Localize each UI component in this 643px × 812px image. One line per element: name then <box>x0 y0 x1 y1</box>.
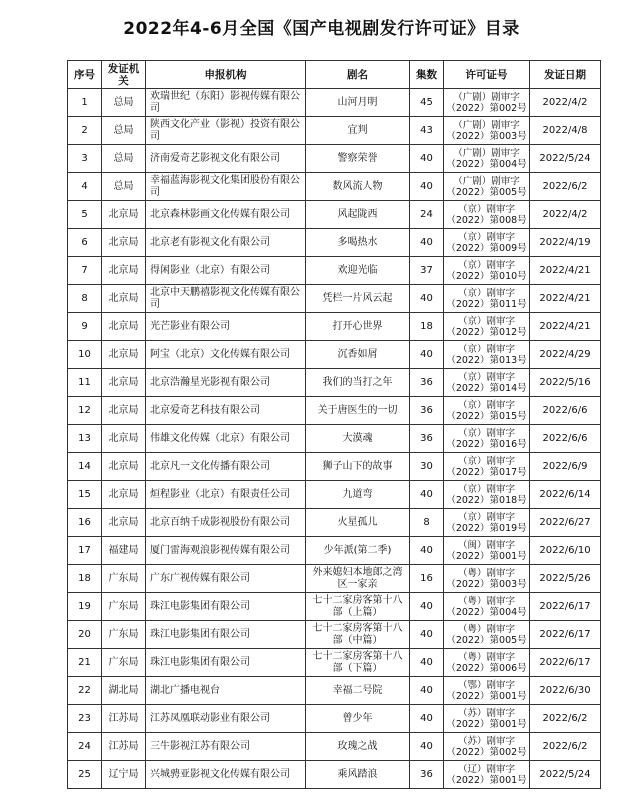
cell-org: 伟雄文化传媒（北京）有限公司 <box>146 425 306 453</box>
cell-org: 烜程影业（北京）有限责任公司 <box>146 481 306 509</box>
cell-no: 4 <box>68 173 102 201</box>
license-prefix: （粤）剧审字 <box>457 623 515 635</box>
cell-authority: 北京局 <box>102 509 146 537</box>
cell-date: 2022/6/2 <box>530 733 601 761</box>
license-number: （2022）第018号 <box>446 494 527 506</box>
license-number: （2022）第015号 <box>446 410 527 422</box>
license-prefix: （京）剧审字 <box>457 455 515 467</box>
cell-license <box>444 509 530 537</box>
table-row <box>68 593 601 621</box>
cell-title: 玫瑰之战 <box>306 733 410 761</box>
cell-date: 2022/6/14 <box>530 481 601 509</box>
table-row <box>68 313 601 341</box>
cell-date: 2022/5/26 <box>530 565 601 593</box>
cell-episodes: 18 <box>410 313 444 341</box>
cell-license <box>444 89 530 117</box>
cell-no: 22 <box>68 677 102 705</box>
cell-title: 七十二家房客第十八部（下篇） <box>306 649 410 677</box>
cell-license <box>444 537 530 565</box>
cell-org: 三牛影视江苏有限公司 <box>146 733 306 761</box>
license-prefix: （广剧）剧审字 <box>453 175 520 187</box>
cell-license <box>444 453 530 481</box>
cell-org: 兴城骋亚影视文化传媒有限公司 <box>146 761 306 789</box>
license-number: （2022）第005号 <box>446 634 527 646</box>
cell-authority: 广东局 <box>102 565 146 593</box>
cell-license <box>444 425 530 453</box>
cell-license <box>444 201 530 229</box>
cell-date: 2022/4/21 <box>530 257 601 285</box>
cell-org: 陕西文化产业（影视）投资有限公司 <box>146 117 306 145</box>
cell-title: 风起陇西 <box>306 201 410 229</box>
table-row <box>68 89 601 117</box>
header-authority: 发证机关 <box>102 61 146 89</box>
cell-no: 11 <box>68 369 102 397</box>
cell-license <box>444 313 530 341</box>
cell-no: 8 <box>68 285 102 313</box>
cell-title: 曾少年 <box>306 705 410 733</box>
cell-org: 光芒影业有限公司 <box>146 313 306 341</box>
cell-no: 17 <box>68 537 102 565</box>
cell-date: 2022/6/2 <box>530 705 601 733</box>
cell-episodes: 37 <box>410 257 444 285</box>
license-number: （2022）第001号 <box>446 718 527 730</box>
cell-date: 2022/6/30 <box>530 677 601 705</box>
cell-title: 沉香如屑 <box>306 341 410 369</box>
license-prefix: （京）剧审字 <box>457 343 515 355</box>
license-number: （2022）第012号 <box>446 326 527 338</box>
cell-no: 18 <box>68 565 102 593</box>
table-row <box>68 621 601 649</box>
cell-episodes: 40 <box>410 145 444 173</box>
cell-episodes: 43 <box>410 117 444 145</box>
cell-date: 2022/4/19 <box>530 229 601 257</box>
cell-authority: 北京局 <box>102 285 146 313</box>
cell-license <box>444 145 530 173</box>
license-number: （2022）第003号 <box>446 130 527 142</box>
cell-date: 2022/5/24 <box>530 145 601 173</box>
cell-episodes: 45 <box>410 89 444 117</box>
cell-episodes: 16 <box>410 565 444 593</box>
cell-license <box>444 733 530 761</box>
license-number: （2022）第009号 <box>446 242 527 254</box>
table-row <box>68 649 601 677</box>
cell-episodes: 40 <box>410 229 444 257</box>
cell-title: 关于唐医生的一切 <box>306 397 410 425</box>
license-number: （2022）第001号 <box>446 690 527 702</box>
cell-no: 12 <box>68 397 102 425</box>
cell-title: 我们的当打之年 <box>306 369 410 397</box>
cell-authority: 广东局 <box>102 649 146 677</box>
license-prefix: （京）剧审字 <box>457 371 515 383</box>
cell-org: 阿宝（北京）文化传媒有限公司 <box>146 341 306 369</box>
license-number: （2022）第008号 <box>446 214 527 226</box>
cell-date: 2022/4/21 <box>530 313 601 341</box>
cell-date: 2022/4/8 <box>530 117 601 145</box>
cell-authority: 北京局 <box>102 397 146 425</box>
cell-org: 江苏凤凰联动影业有限公司 <box>146 705 306 733</box>
cell-title: 宜判 <box>306 117 410 145</box>
cell-authority: 总局 <box>102 117 146 145</box>
cell-title: 外来媳妇本地郎之湾区一家亲 <box>306 565 410 593</box>
table-row <box>68 761 601 789</box>
cell-title: 大漠魂 <box>306 425 410 453</box>
license-prefix: （苏）剧审字 <box>457 735 515 747</box>
cell-authority: 广东局 <box>102 621 146 649</box>
license-prefix: （粤）剧审字 <box>457 651 515 663</box>
table-row <box>68 145 601 173</box>
header-org: 申报机构 <box>146 61 306 89</box>
license-number: （2022）第004号 <box>446 606 527 618</box>
cell-authority: 辽宁局 <box>102 761 146 789</box>
cell-no: 21 <box>68 649 102 677</box>
cell-no: 15 <box>68 481 102 509</box>
header-date: 发证日期 <box>530 61 601 89</box>
table-row <box>68 481 601 509</box>
cell-no: 6 <box>68 229 102 257</box>
license-number: （2022）第013号 <box>446 354 527 366</box>
cell-episodes: 40 <box>410 621 444 649</box>
cell-org: 厦门雷海观浪影视传媒有限公司 <box>146 537 306 565</box>
license-prefix: （京）剧审字 <box>457 511 515 523</box>
table-row <box>68 425 601 453</box>
license-table <box>67 60 601 789</box>
cell-episodes: 40 <box>410 173 444 201</box>
license-number: （2022）第010号 <box>446 270 527 282</box>
cell-authority: 总局 <box>102 89 146 117</box>
cell-date: 2022/6/10 <box>530 537 601 565</box>
cell-license <box>444 229 530 257</box>
cell-title: 警察荣誉 <box>306 145 410 173</box>
cell-date: 2022/6/27 <box>530 509 601 537</box>
table-row <box>68 117 601 145</box>
cell-date: 2022/6/2 <box>530 173 601 201</box>
cell-no: 2 <box>68 117 102 145</box>
cell-date: 2022/4/2 <box>530 201 601 229</box>
cell-date: 2022/4/29 <box>530 341 601 369</box>
table-row <box>68 453 601 481</box>
table-row <box>68 285 601 313</box>
table-row <box>68 229 601 257</box>
cell-license <box>444 397 530 425</box>
table-row <box>68 173 601 201</box>
license-prefix: （京）剧审字 <box>457 203 515 215</box>
cell-title: 九道弯 <box>306 481 410 509</box>
license-number: （2022）第019号 <box>446 522 527 534</box>
cell-authority: 福建局 <box>102 537 146 565</box>
license-number: （2022）第005号 <box>446 186 527 198</box>
header-no: 序号 <box>68 61 102 89</box>
cell-episodes: 36 <box>410 425 444 453</box>
table-row <box>68 201 601 229</box>
cell-episodes: 8 <box>410 509 444 537</box>
license-number: （2022）第004号 <box>446 158 527 170</box>
cell-org: 珠江电影集团有限公司 <box>146 649 306 677</box>
license-prefix: （京）剧审字 <box>457 231 515 243</box>
cell-title: 火星孤儿 <box>306 509 410 537</box>
cell-org: 北京百纳千成影视股份有限公司 <box>146 509 306 537</box>
license-number: （2022）第002号 <box>446 746 527 758</box>
cell-no: 9 <box>68 313 102 341</box>
cell-episodes: 40 <box>410 537 444 565</box>
license-prefix: （辽）剧审字 <box>457 763 515 775</box>
cell-title: 幸福二号院 <box>306 677 410 705</box>
cell-authority: 北京局 <box>102 201 146 229</box>
cell-episodes: 30 <box>410 453 444 481</box>
cell-episodes: 40 <box>410 677 444 705</box>
header-title: 剧名 <box>306 61 410 89</box>
page-title: 2022年4-6月全国《国产电视剧发行许可证》目录 <box>123 19 520 39</box>
cell-title: 数风流人物 <box>306 173 410 201</box>
cell-date: 2022/6/17 <box>530 593 601 621</box>
cell-no: 23 <box>68 705 102 733</box>
cell-org: 欢瑞世纪（东阳）影视传媒有限公司 <box>146 89 306 117</box>
cell-authority: 湖北局 <box>102 677 146 705</box>
table-row <box>68 397 601 425</box>
cell-org: 湖北广播电视台 <box>146 677 306 705</box>
table-row <box>68 733 601 761</box>
cell-license <box>444 285 530 313</box>
table-row <box>68 369 601 397</box>
cell-license <box>444 649 530 677</box>
cell-episodes: 40 <box>410 285 444 313</box>
cell-episodes: 36 <box>410 369 444 397</box>
cell-episodes: 36 <box>410 761 444 789</box>
cell-title: 山河月明 <box>306 89 410 117</box>
cell-license <box>444 257 530 285</box>
license-number: （2022）第001号 <box>446 774 527 786</box>
cell-license <box>444 761 530 789</box>
cell-no: 1 <box>68 89 102 117</box>
cell-date: 2022/4/2 <box>530 89 601 117</box>
license-prefix: （京）剧审字 <box>457 287 515 299</box>
cell-date: 2022/4/21 <box>530 285 601 313</box>
license-prefix: （京）剧审字 <box>457 399 515 411</box>
cell-authority: 北京局 <box>102 341 146 369</box>
cell-episodes: 40 <box>410 733 444 761</box>
cell-org: 北京森林影画文化传媒有限公司 <box>146 201 306 229</box>
cell-org: 珠江电影集团有限公司 <box>146 593 306 621</box>
cell-authority: 北京局 <box>102 481 146 509</box>
cell-authority: 江苏局 <box>102 733 146 761</box>
cell-no: 16 <box>68 509 102 537</box>
license-prefix: （京）剧审字 <box>457 259 515 271</box>
cell-authority: 北京局 <box>102 425 146 453</box>
cell-date: 2022/6/9 <box>530 453 601 481</box>
cell-org: 幸福蓝海影视文化集团股份有限公司 <box>146 173 306 201</box>
license-number: （2022）第002号 <box>446 102 527 114</box>
license-prefix: （京）剧审字 <box>457 427 515 439</box>
license-number: （2022）第001号 <box>446 550 527 562</box>
license-prefix: （京）剧审字 <box>457 483 515 495</box>
cell-license <box>444 705 530 733</box>
cell-no: 3 <box>68 145 102 173</box>
table-row <box>68 537 601 565</box>
cell-org: 广东广视传媒有限公司 <box>146 565 306 593</box>
license-prefix: （广剧）剧审字 <box>453 119 520 131</box>
cell-license <box>444 481 530 509</box>
license-prefix: （苏）剧审字 <box>457 707 515 719</box>
cell-no: 19 <box>68 593 102 621</box>
cell-date: 2022/5/24 <box>530 761 601 789</box>
cell-org: 济南爱奇艺影视文化有限公司 <box>146 145 306 173</box>
cell-authority: 广东局 <box>102 593 146 621</box>
license-prefix: （粤）剧审字 <box>457 595 515 607</box>
cell-episodes: 36 <box>410 397 444 425</box>
cell-license <box>444 565 530 593</box>
table-row <box>68 565 601 593</box>
cell-no: 24 <box>68 733 102 761</box>
header-episodes: 集数 <box>410 61 444 89</box>
cell-date: 2022/6/6 <box>530 397 601 425</box>
cell-license <box>444 369 530 397</box>
cell-authority: 总局 <box>102 145 146 173</box>
cell-title: 狮子山下的故事 <box>306 453 410 481</box>
table-row <box>68 341 601 369</box>
cell-title: 多喝热水 <box>306 229 410 257</box>
cell-no: 5 <box>68 201 102 229</box>
header-license: 许可证号 <box>444 61 530 89</box>
cell-title: 乘风踏浪 <box>306 761 410 789</box>
cell-authority: 北京局 <box>102 257 146 285</box>
cell-no: 25 <box>68 761 102 789</box>
cell-no: 7 <box>68 257 102 285</box>
cell-authority: 北京局 <box>102 369 146 397</box>
cell-episodes: 40 <box>410 341 444 369</box>
cell-no: 10 <box>68 341 102 369</box>
license-prefix: （闽）剧审字 <box>457 539 515 551</box>
cell-org: 北京老有影视文化有限公司 <box>146 229 306 257</box>
cell-title: 少年派(第二季) <box>306 537 410 565</box>
license-number: （2022）第014号 <box>446 382 527 394</box>
license-number: （2022）第017号 <box>446 466 527 478</box>
cell-episodes: 40 <box>410 705 444 733</box>
cell-license <box>444 117 530 145</box>
cell-authority: 北京局 <box>102 453 146 481</box>
cell-authority: 江苏局 <box>102 705 146 733</box>
license-prefix: （京）剧审字 <box>457 315 515 327</box>
table-row <box>68 257 601 285</box>
cell-authority: 总局 <box>102 173 146 201</box>
cell-license <box>444 173 530 201</box>
cell-org: 北京中天鹏禧影视文化传媒有限公司 <box>146 285 306 313</box>
cell-no: 20 <box>68 621 102 649</box>
cell-episodes: 40 <box>410 481 444 509</box>
license-number: （2022）第016号 <box>446 438 527 450</box>
license-number: （2022）第006号 <box>446 662 527 674</box>
license-prefix: （粤）剧审字 <box>457 567 515 579</box>
cell-org: 北京爱奇艺科技有限公司 <box>146 397 306 425</box>
cell-episodes: 40 <box>410 649 444 677</box>
table-header-row <box>68 61 601 89</box>
cell-title: 七十二家房客第十八部（中篇） <box>306 621 410 649</box>
license-prefix: （广剧）剧审字 <box>453 91 520 103</box>
cell-org: 北京浩瀚星光影视有限公司 <box>146 369 306 397</box>
table-row <box>68 509 601 537</box>
cell-date: 2022/6/6 <box>530 425 601 453</box>
cell-title: 凭栏一片风云起 <box>306 285 410 313</box>
cell-license <box>444 621 530 649</box>
cell-date: 2022/6/17 <box>530 649 601 677</box>
cell-no: 13 <box>68 425 102 453</box>
cell-license <box>444 677 530 705</box>
cell-authority: 北京局 <box>102 313 146 341</box>
cell-license <box>444 593 530 621</box>
license-prefix: （鄂）剧审字 <box>457 679 515 691</box>
license-prefix: （广剧）剧审字 <box>453 147 520 159</box>
cell-date: 2022/6/17 <box>530 621 601 649</box>
cell-episodes: 40 <box>410 593 444 621</box>
cell-title: 七十二家房客第十八部（上篇） <box>306 593 410 621</box>
cell-org: 北京凡一文化传播有限公司 <box>146 453 306 481</box>
cell-title: 欢迎光临 <box>306 257 410 285</box>
cell-date: 2022/5/16 <box>530 369 601 397</box>
cell-org: 珠江电影集团有限公司 <box>146 621 306 649</box>
cell-episodes: 24 <box>410 201 444 229</box>
license-number: （2022）第003号 <box>446 578 527 590</box>
cell-org: 得闲影业（北京）有限公司 <box>146 257 306 285</box>
license-number: （2022）第011号 <box>446 298 527 310</box>
cell-license <box>444 341 530 369</box>
cell-no: 14 <box>68 453 102 481</box>
cell-title: 打开心世界 <box>306 313 410 341</box>
table-row <box>68 705 601 733</box>
table-row <box>68 677 601 705</box>
cell-authority: 北京局 <box>102 229 146 257</box>
